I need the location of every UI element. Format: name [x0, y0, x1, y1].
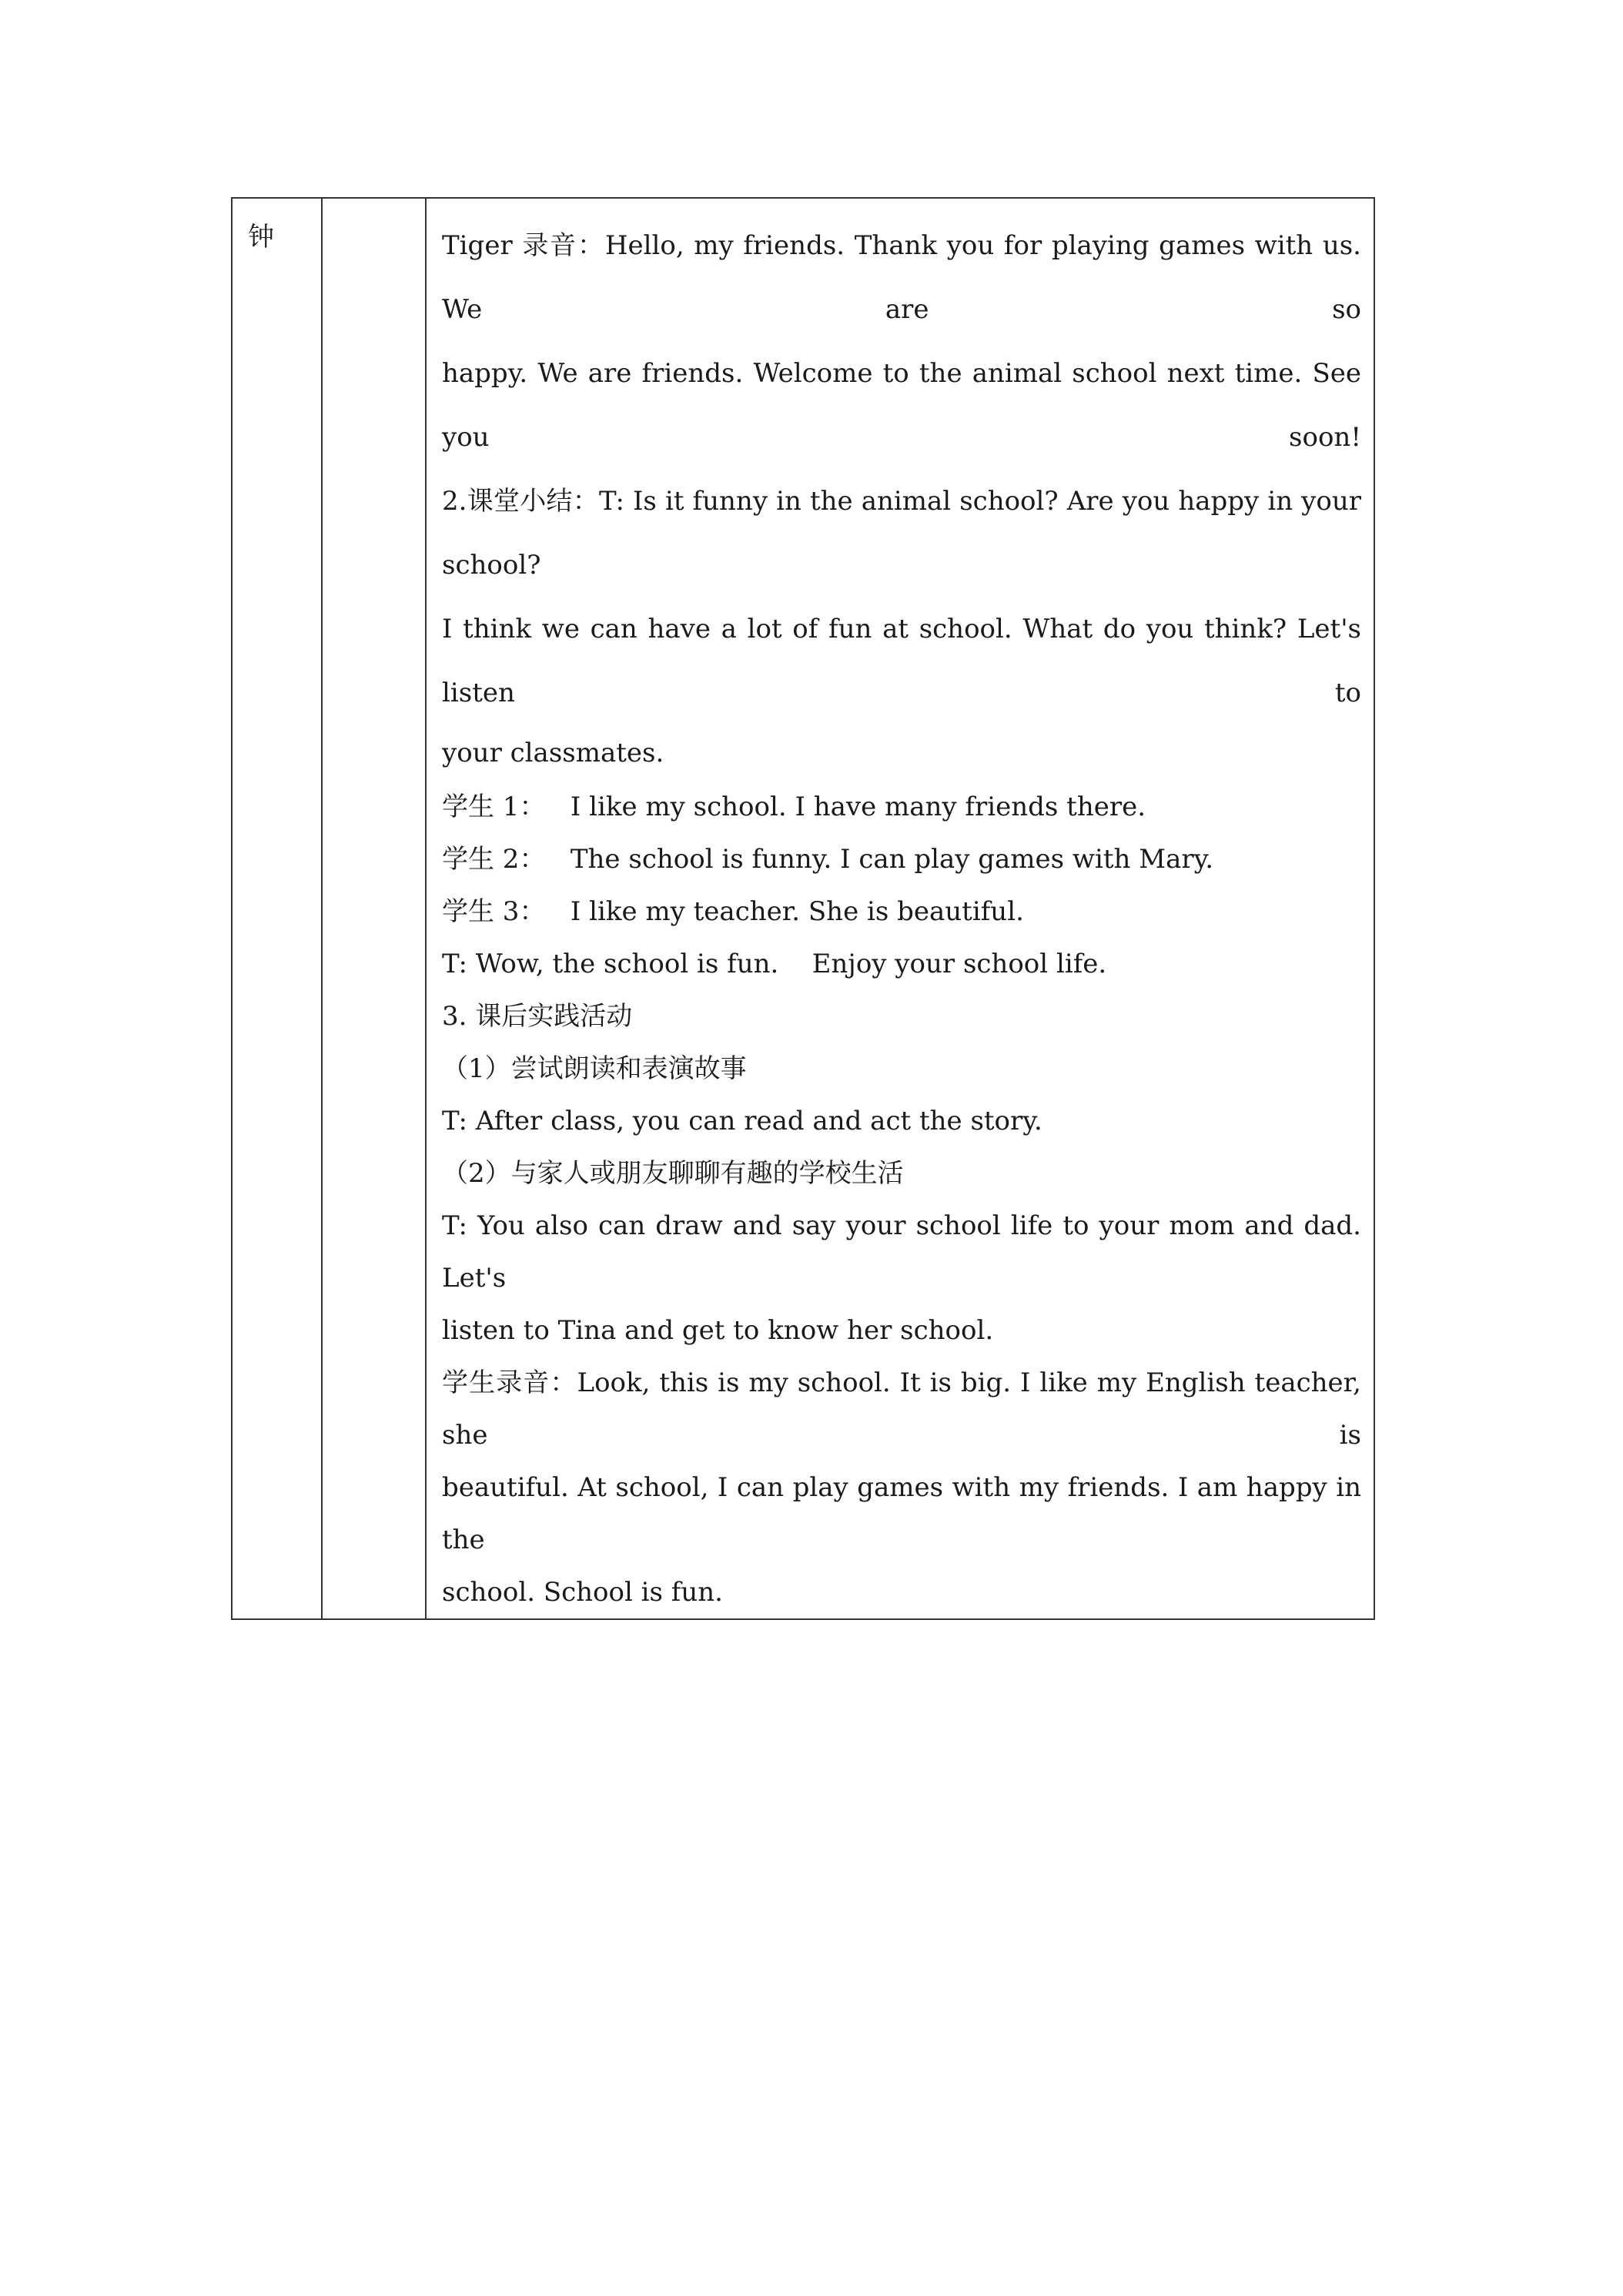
content-cell	[426, 198, 1374, 1619]
summary-line-2: I think we can have a lot of fun at school. What do you think? Let's listen to	[442, 614, 1361, 708]
student-recording-line-3: school. School is fun.	[442, 1577, 723, 1608]
student-recording-line-2: beautiful. At school, I can play games with my friends. I am happy in the	[442, 1472, 1361, 1555]
practice-heading: 3. 课后实践活动	[442, 1001, 633, 1032]
summary-line-3: your classmates.	[442, 738, 664, 768]
student-1-line: 学生 1： I like my school. I have many friends there.	[442, 792, 1146, 822]
practice-item-1-teacher: T: After class, you can read and act the story.	[442, 1106, 1042, 1136]
practice-item-2-teacher-line-2: listen to Tina and get to know her school.	[442, 1315, 994, 1346]
practice-item-2: （2）与家人或朋友聊聊有趣的学校生活	[442, 1158, 904, 1189]
practice-item-2-teacher-line-1: T: You also can draw and say your school life to your mom and dad. Let's	[442, 1210, 1361, 1294]
teacher-wow-line: T: Wow, the school is fun. Enjoy your school life.	[442, 949, 1107, 979]
tiger-recording-line-2: happy. We are friends. Welcome to the animal school next time. See you soon!	[442, 358, 1361, 453]
practice-item-1: （1）尝试朗读和表演故事	[442, 1053, 747, 1084]
method-cell	[322, 198, 426, 1619]
tiger-recording-line-1: Tiger 录音：Hello, my friends. Thank you for playing games with us. We are so	[442, 230, 1361, 325]
table-row	[232, 198, 1374, 1619]
lesson-plan-table	[231, 197, 1375, 1620]
summary-line-1: 2.课堂小结：T: Is it funny in the animal school? Are you happy in your school?	[442, 486, 1361, 581]
student-recording-line-1: 学生录音：Look, this is my school. It is big. I like my English teacher, she is	[442, 1367, 1361, 1451]
student-3-line: 学生 3： I like my teacher. She is beautiful.	[442, 896, 1024, 927]
student-2-line: 学生 2： The school is funny. I can play games with Mary.	[442, 844, 1214, 875]
time-cell: 钟	[232, 198, 322, 1619]
